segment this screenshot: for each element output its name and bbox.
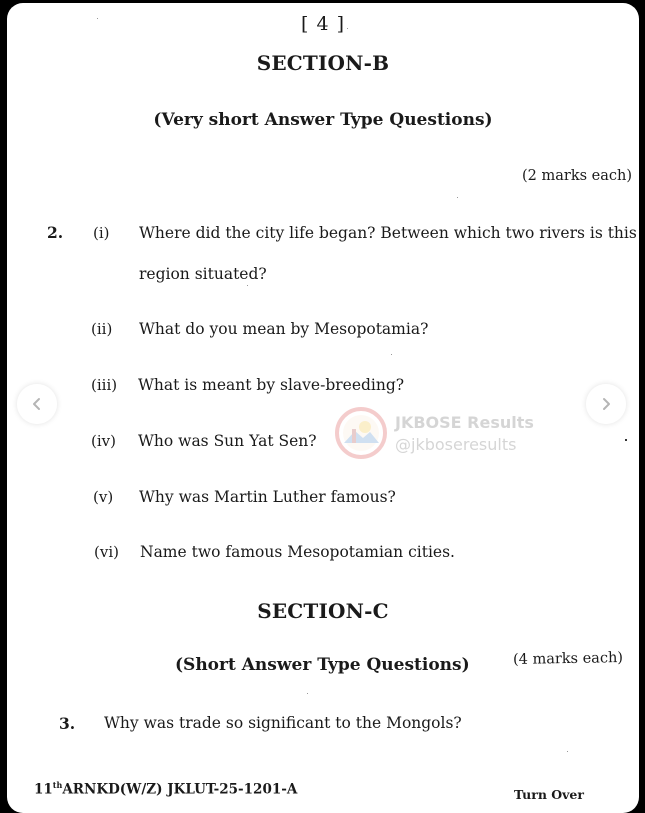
question-2-i-label: (i) <box>93 224 110 242</box>
section-c-subtitle: (Short Answer Type Questions) <box>175 655 470 675</box>
section-c-marks: (4 marks each) <box>512 650 624 668</box>
question-2-v-label: (v) <box>93 488 114 506</box>
next-image-button[interactable] <box>586 384 626 424</box>
question-2-vi-text: Name two famous Mesopotamian cities. <box>140 543 455 561</box>
jkbose-logo-icon <box>335 407 387 459</box>
previous-image-button[interactable] <box>17 384 57 424</box>
watermark <box>335 405 545 465</box>
section-c-title: SECTION-C <box>257 599 389 623</box>
question-number-3: 3. <box>59 714 76 733</box>
question-2-v-text: Why was Martin Luther famous? <box>139 488 396 506</box>
question-2-iv-text: Who was Sun Yat Sen? <box>138 432 317 450</box>
turn-over-label: Turn Over <box>514 787 584 802</box>
chevron-right-icon <box>598 396 614 412</box>
question-2-ii-text: What do you mean by Mesopotamia? <box>139 320 429 338</box>
page-number: [ 4 ] <box>301 13 345 35</box>
question-2-iii-label: (iii) <box>91 376 118 394</box>
paper-code: 11thARNKD(W/Z) JKLUT-25-1201-A <box>34 780 298 798</box>
question-2-iv-label: (iv) <box>91 432 116 450</box>
question-2-i-text: Where did the city life began? Between which two rivers is this <box>139 224 637 242</box>
question-2-vi-label: (vi) <box>94 543 119 561</box>
document-page <box>7 3 639 813</box>
question-number-2: 2. <box>47 223 64 242</box>
section-b-title: SECTION-B <box>256 51 390 75</box>
chevron-left-icon <box>29 396 45 412</box>
watermark-handle: @jkboseresults <box>395 435 517 454</box>
question-2-ii-label: (ii) <box>91 320 113 338</box>
question-2-iii-text: What is meant by slave-breeding? <box>138 376 405 394</box>
watermark-title: JKBOSE Results <box>395 413 534 432</box>
question-2-i-text-cont: region situated? <box>139 265 267 283</box>
section-b-marks: (2 marks each) <box>522 168 632 184</box>
question-3-text: Why was trade so significant to the Mongols? <box>104 714 462 732</box>
section-b-subtitle: (Very short Answer Type Questions) <box>153 110 493 130</box>
